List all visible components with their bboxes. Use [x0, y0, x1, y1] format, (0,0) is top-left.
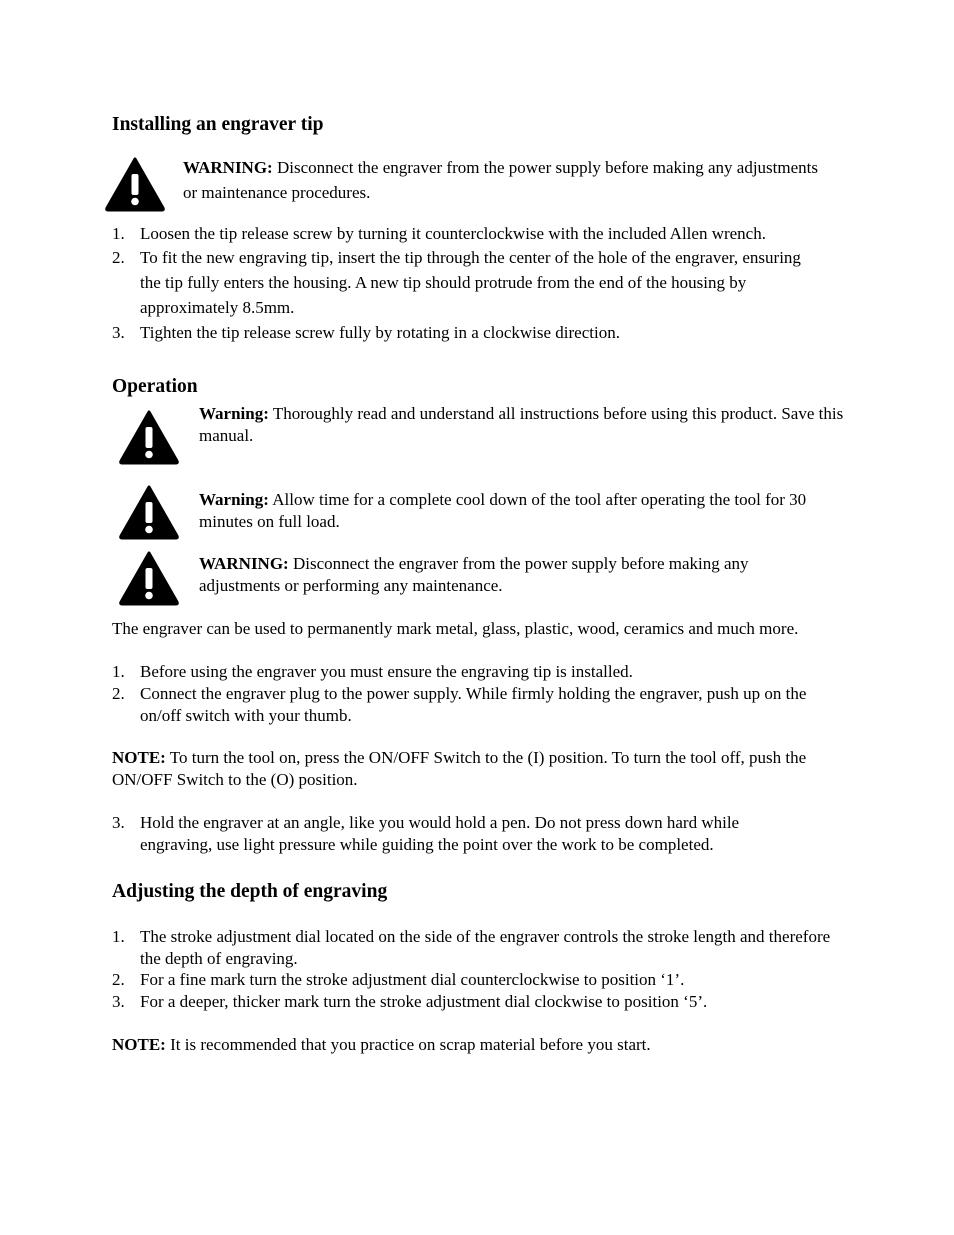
warning-triangle-icon: [118, 409, 180, 465]
list-item: [112, 661, 837, 683]
list-number: 1.: [112, 662, 125, 681]
list-item: [112, 812, 837, 856]
list-text: Connect the engraver plug to the power supply. While firmly holding the engraver, push up on the on/off switch with your thumb.: [140, 684, 807, 725]
list-item: [112, 320, 837, 345]
list-item: [112, 969, 837, 991]
warning-text: Disconnect the engraver from the power supply before making any adjustments or performing any maintenance.: [199, 554, 749, 595]
list-number: 1.: [112, 224, 125, 243]
warning-label: WARNING:: [183, 158, 273, 177]
list-number: 1.: [112, 927, 125, 946]
list-number: 3.: [112, 992, 125, 1011]
list-item: [112, 221, 837, 246]
heading-operation: Operation: [112, 376, 198, 397]
note-text: It is recommended that you practice on scrap material before you start.: [165, 1035, 651, 1054]
list-number: 2.: [112, 970, 125, 989]
heading-installing: Installing an engraver tip: [112, 114, 324, 135]
warning-triangle-icon: [118, 484, 180, 540]
note-operation: [112, 747, 837, 790]
warning-operation-1: [199, 403, 844, 446]
list-item: [112, 926, 837, 970]
list-text: To fit the new engraving tip, insert the tip through the center of the hole of the engraver, ensuring the tip fully enters the housing. A new tip should protrude from the end of the housing by approximately 8.5mm.: [140, 248, 801, 317]
list-text: Hold the engraver at an angle, like you would hold a pen. Do not press down hard while engraving, use light pressure while guiding the point over the work to be completed.: [140, 813, 740, 854]
list-number: 2.: [112, 248, 125, 267]
warning-label: WARNING:: [199, 554, 289, 573]
list-number: 2.: [112, 684, 125, 703]
heading-depth: Adjusting the depth of engraving: [112, 881, 388, 902]
list-text: For a fine mark turn the stroke adjustment dial counterclockwise to position ‘1’.: [140, 970, 685, 989]
list-text: For a deeper, thicker mark turn the stroke adjustment dial clockwise to position ‘5’.: [140, 992, 708, 1011]
note-text: To turn the tool on, press the ON/OFF Switch to the (I) position. To turn the tool off, push the ON/OFF Switch to the (O) position.: [112, 748, 807, 789]
warning-triangle-icon: [118, 550, 180, 606]
list-number: 3.: [112, 323, 125, 342]
operation-intro: The engraver can be used to permanently mark metal, glass, plastic, wood, ceramics and much more.: [112, 619, 799, 638]
list-item: [112, 683, 837, 727]
list-text: Tighten the tip release screw fully by rotating in a clockwise direction.: [140, 323, 620, 342]
list-text: The stroke adjustment dial located on the side of the engraver controls the stroke length and therefore the depth of engraving.: [140, 927, 831, 968]
warning-operation-3: [199, 553, 824, 596]
list-number: 3.: [112, 813, 125, 832]
warning-operation-2: [199, 489, 829, 532]
warning-installing: [183, 155, 823, 205]
warning-text: Allow time for a complete cool down of the tool after operating the tool for 30 minutes on full load.: [199, 490, 807, 531]
list-item: [112, 991, 837, 1013]
note-label: NOTE:: [112, 1035, 166, 1054]
list-item: [112, 245, 837, 320]
warning-text: Thoroughly read and understand all instructions before using this product. Save this manual.: [199, 404, 844, 445]
note-label: NOTE:: [112, 748, 166, 767]
note-depth: [112, 1034, 837, 1056]
warning-label: Warning:: [199, 404, 269, 423]
warning-text: Disconnect the engraver from the power supply before making any adjustments or maintenance procedures.: [183, 158, 818, 202]
warning-triangle-icon: [104, 156, 166, 212]
list-text: Before using the engraver you must ensure the engraving tip is installed.: [140, 662, 633, 681]
list-text: Loosen the tip release screw by turning it counterclockwise with the included Allen wrench.: [140, 224, 766, 243]
warning-label: Warning:: [199, 490, 269, 509]
